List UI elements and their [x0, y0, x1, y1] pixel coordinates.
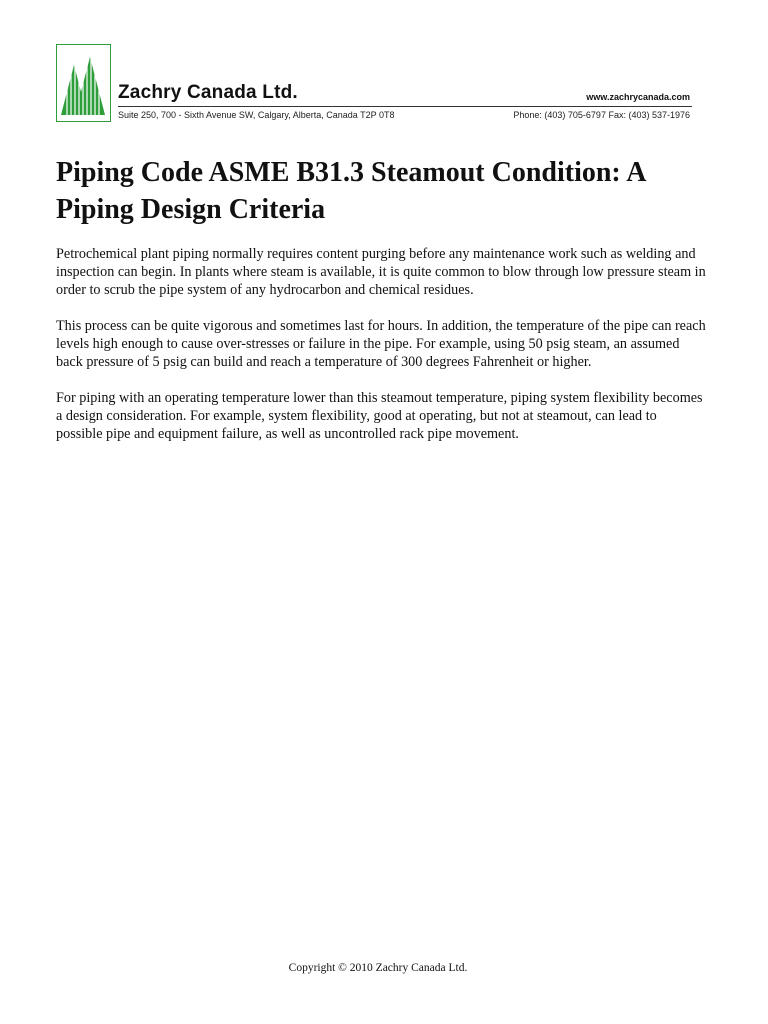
copyright-footer: Copyright © 2010 Zachry Canada Ltd. — [288, 962, 468, 974]
letterhead — [56, 44, 692, 126]
body-paragraph: Petrochemical plant piping normally requires content purging before any maintenance work such as welding and inspection can begin. In plants where steam is available, it is quite common to blow through low pressure steam in order to scrub the pipe system of any hydrocarbon and chemical residues. — [56, 246, 706, 298]
letterhead-divider — [118, 106, 692, 107]
body-paragraph: This process can be quite vigorous and sometimes last for hours. In addition, the temperature of the pipe can reach levels high enough to cause over-stresses or failure in the pipe. For example, using 50 psig steam, an assumed back pressure of 5 psig can build and reach a temperature of 300 degrees Fahrenheit or higher. — [56, 318, 706, 370]
company-phone-fax: Phone: (403) 705-6797 Fax: (403) 537-1976 — [513, 110, 690, 120]
company-name: Zachry Canada Ltd. — [118, 82, 298, 103]
company-address: Suite 250, 700 - Sixth Avenue SW, Calgary, Alberta, Canada T2P 0T8 — [118, 110, 395, 120]
mountain-peaks-icon — [57, 45, 109, 120]
company-website: www.zachrycanada.com — [586, 92, 690, 102]
body-paragraph: For piping with an operating temperature lower than this steamout temperature, piping system flexibility becomes a design consideration. For example, system flexibility, good at operating, but not at steamout, can lead to possible pipe and equipment failure, as well as uncontrolled rack pipe movement. — [56, 390, 703, 442]
document-title: Piping Code ASME B31.3 Steamout Condition: A Piping Design Criteria — [56, 157, 645, 225]
document-body — [56, 245, 706, 461]
company-logo — [56, 44, 111, 122]
